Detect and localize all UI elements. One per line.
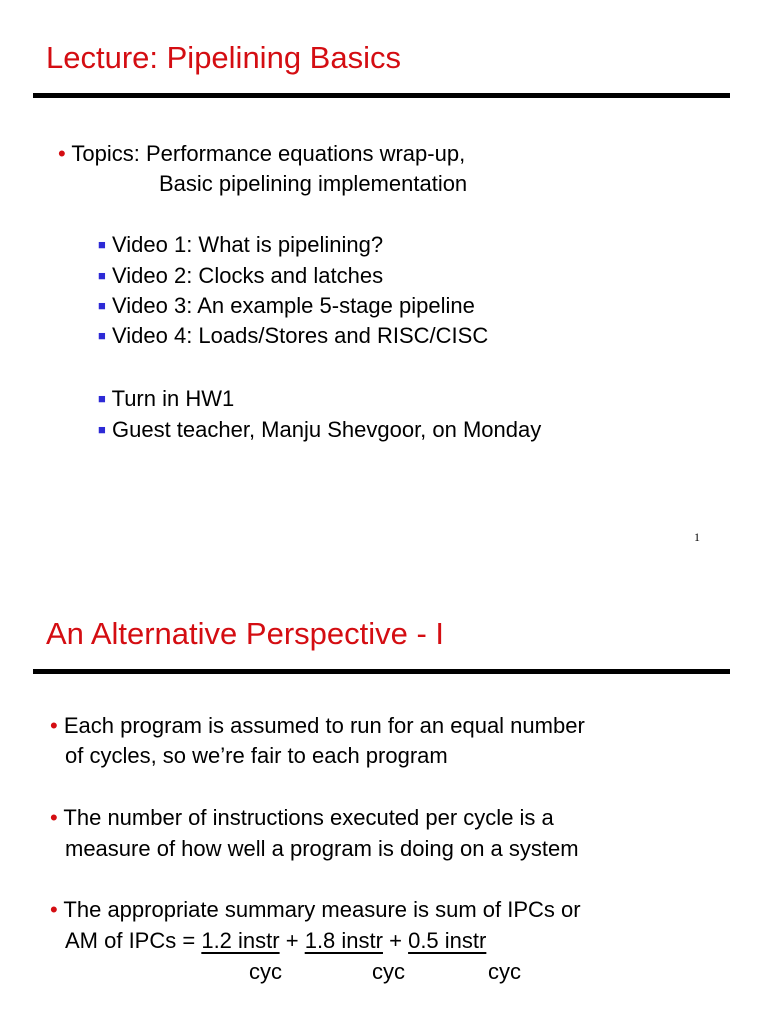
formula-line: [65, 926, 486, 956]
list-item: [98, 230, 383, 263]
plus-sign: +: [389, 928, 402, 953]
square-bullet-icon: ■: [98, 422, 106, 437]
list-item: [98, 261, 383, 294]
list-item-text: Video 1: What is pipelining?: [111, 232, 384, 257]
list-item-text: Turn in HW1: [111, 386, 235, 411]
fraction-2-denominator: cyc: [372, 959, 405, 984]
plus-sign: +: [285, 928, 299, 953]
bullet-icon: •: [50, 805, 58, 830]
fraction-1-numerator: 1.2 instr: [201, 928, 280, 953]
paragraph-text: Each program is assumed to run for an equal number: [63, 713, 585, 738]
slide-2: [0, 576, 768, 1024]
bullet-icon: •: [58, 141, 66, 166]
list-item: [98, 415, 541, 448]
list-item: [98, 384, 234, 417]
square-bullet-icon: ■: [98, 298, 106, 313]
bullet-icon: •: [50, 713, 58, 738]
title-rule: [33, 93, 730, 98]
fraction-1-denominator: cyc: [249, 959, 282, 984]
paragraph-text: The number of instructions executed per cycle is a: [63, 805, 554, 830]
square-bullet-icon: ■: [98, 328, 106, 343]
bullet-icon: •: [50, 897, 58, 922]
fraction-3-numerator: 0.5 instr: [408, 928, 487, 953]
paragraph-2-line1: [50, 803, 554, 833]
list-item-text: Video 3: An example 5-stage pipeline: [111, 293, 475, 318]
paragraph-2-line2: measure of how well a program is doing on a system: [65, 836, 579, 861]
list-item: [98, 321, 488, 354]
fraction-2-numerator: 1.8 instr: [304, 928, 383, 953]
title-rule: [33, 669, 730, 674]
formula-prefix: AM of IPCs =: [65, 928, 202, 953]
list-item-text: Video 4: Loads/Stores and RISC/CISC: [111, 323, 489, 348]
list-item-text: Video 2: Clocks and latches: [111, 263, 384, 288]
paragraph-3-line1: [50, 895, 581, 925]
topics-text-line1: Topics: Performance equations wrap-up,: [71, 141, 466, 166]
square-bullet-icon: ■: [98, 268, 106, 283]
slide-title: An Alternative Perspective - I: [46, 616, 445, 651]
list-item: [98, 291, 475, 324]
page-number: 1: [694, 530, 700, 544]
square-bullet-icon: ■: [98, 237, 106, 252]
fraction-3-denominator: cyc: [488, 959, 521, 984]
slide-title: Lecture: Pipelining Basics: [46, 40, 401, 75]
paragraph-1-line2: of cycles, so we’re fair to each program: [65, 743, 448, 768]
square-bullet-icon: ■: [98, 391, 106, 406]
topics-text-line2: Basic pipelining implementation: [159, 171, 468, 196]
list-item-text: Guest teacher, Manju Shevgoor, on Monday: [111, 417, 542, 442]
topics-bullet-line: [58, 139, 465, 169]
paragraph-text: The appropriate summary measure is sum of IPCs or: [63, 897, 581, 922]
paragraph-1-line1: [50, 711, 585, 741]
